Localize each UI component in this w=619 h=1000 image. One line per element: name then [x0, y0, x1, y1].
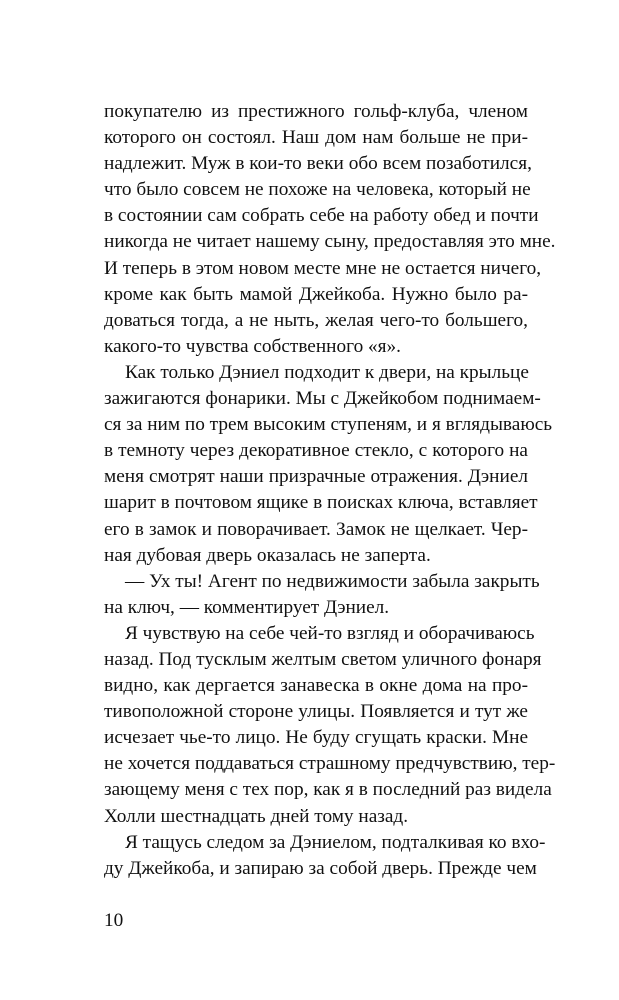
text-line: тивоположной стороне улицы. Появляется и тут же [104, 701, 528, 723]
text-line: надлежит. Муж в кои-то веки обо всем позаботился, [104, 153, 532, 175]
text-line: И теперь в этом новом месте мне не остается ничего, [104, 257, 542, 279]
text-line: кроме как быть мамой Джейкоба. Нужно было ра- [104, 283, 528, 305]
text-line: что было совсем не похоже на человека, который не [104, 179, 531, 201]
text-line: его в замок и поворачивает. Замок не щелкает. Чер- [104, 518, 528, 540]
text-line: исчезает чье-то лицо. Не буду сгущать краски. Мне [104, 727, 528, 749]
text-line: в состоянии сам собрать себе на работу обед и почти [104, 205, 539, 227]
text-line: доваться тогда, а не ныть, желая чего-то большего, [104, 309, 528, 331]
text-line: ная дубовая дверь оказалась не заперта. [104, 544, 431, 566]
text-line: — Ух ты! Агент по недвижимости забыла закрыть [125, 570, 540, 592]
text-line: на ключ, — комментирует Дэниел. [104, 596, 390, 618]
text-line: Как только Дэниел подходит к двери, на крыльце [125, 361, 529, 383]
text-line: назад. Под тусклым желтым светом уличного фонаря [104, 648, 542, 670]
body-text [104, 99, 556, 882]
text-line: шарит в почтовом ящике в поисках ключа, вставляет [104, 492, 538, 514]
text-line: Холли шестнадцать дней тому назад. [104, 805, 409, 827]
text-line: Я чувствую на себе чей-то взгляд и оборачиваюсь [125, 622, 535, 644]
text-line: меня смотрят наши призрачные отражения. Дэниел [104, 466, 528, 488]
text-line: зажигаются фонарики. Мы с Джейкобом поднимаем- [104, 388, 541, 410]
text-line: не хочется поддаваться страшному предчувствию, тер- [104, 753, 556, 775]
page-number: 10 [104, 910, 124, 931]
text-line: какого-то чувства собственного «я». [104, 335, 402, 357]
text-line: ся за ним по трем высоким ступеням, и я вглядываюсь [104, 414, 553, 436]
text-line: ду Джейкоба, и запираю за собой дверь. Прежде чем [104, 857, 537, 879]
text-line: которого он состоял. Наш дом нам больше не при- [104, 127, 528, 149]
text-line: покупателю из престижного гольф-клуба, членом [104, 101, 528, 122]
text-line: Я тащусь следом за Дэниелом, подталкивая ко вхо- [125, 831, 546, 853]
text-line: в темноту через декоративное стекло, с которого на [104, 440, 528, 462]
text-line: никогда не читает нашему сыну, предоставляя это мне. [104, 231, 556, 253]
text-line: зающему меня с тех пор, как я в последний раз видела [104, 779, 552, 801]
text-line: видно, как дергается занавеска в окне дома на про- [104, 675, 528, 697]
